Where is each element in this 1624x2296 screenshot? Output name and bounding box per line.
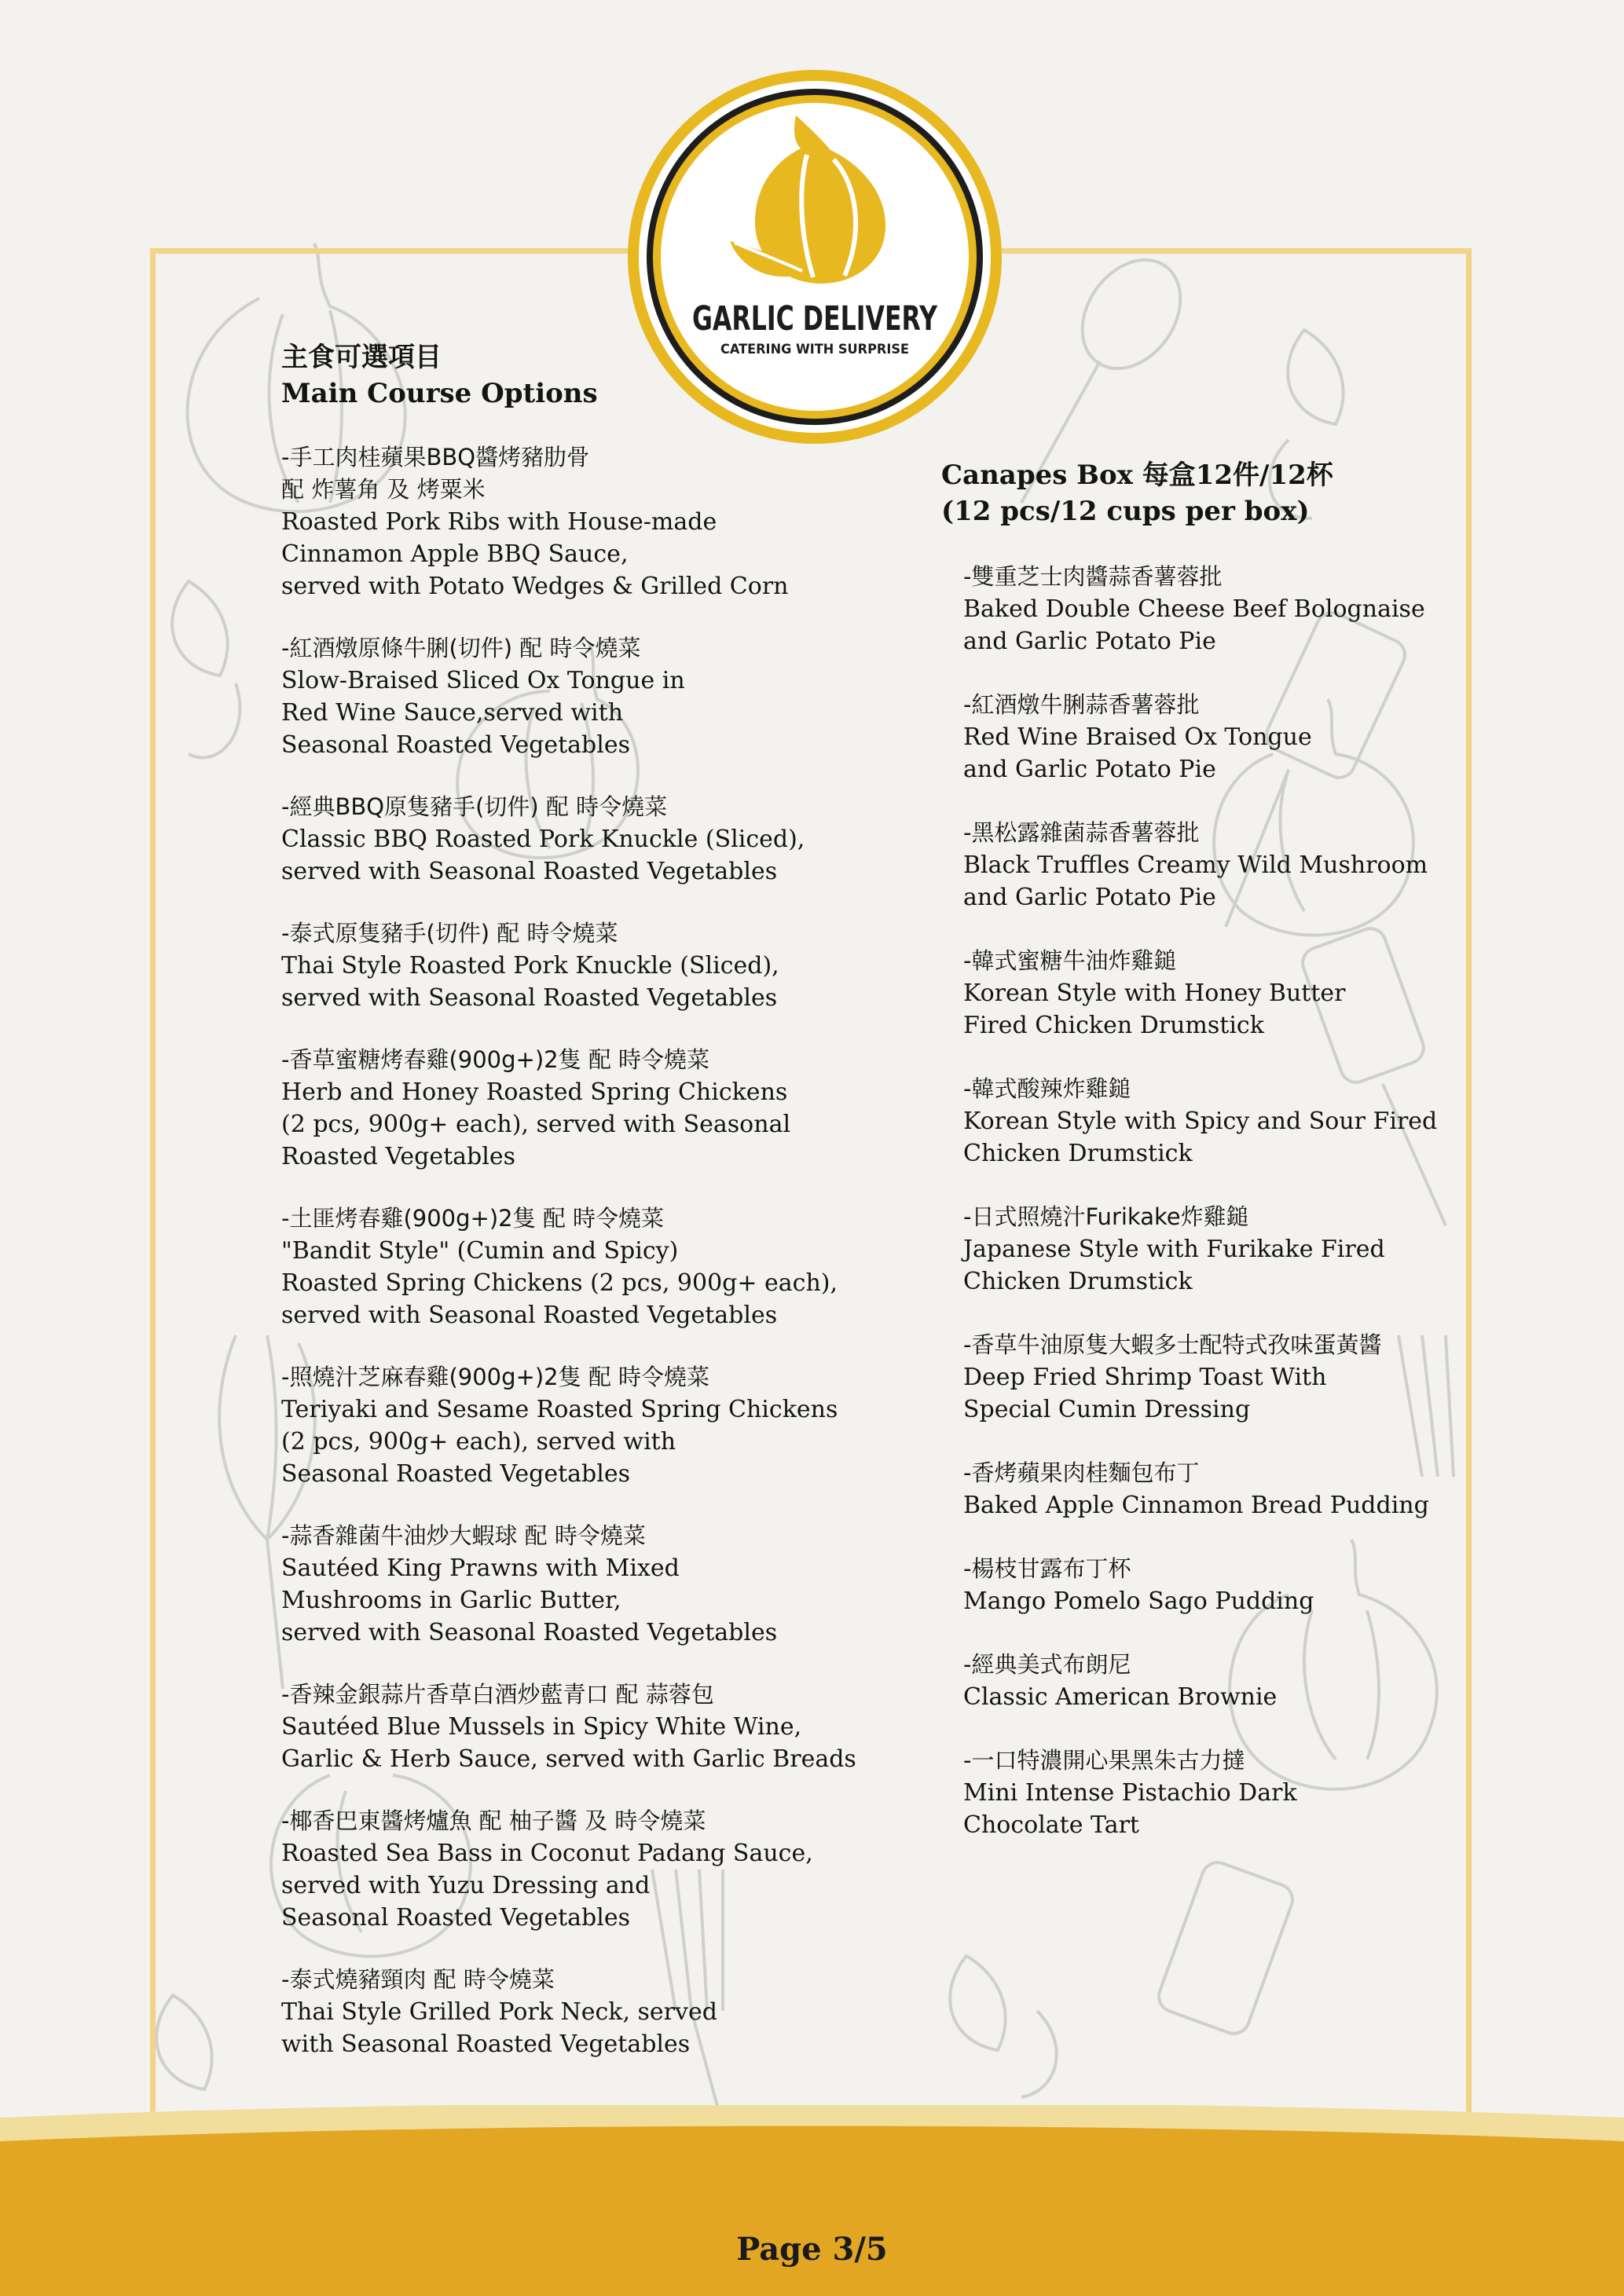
menu-item-description: served with Seasonal Roasted Vegetables xyxy=(281,1302,778,1329)
menu-item-description: Deep Fried Shrimp Toast With xyxy=(963,1364,1327,1391)
menu-item-description: Seasonal Roasted Vegetables xyxy=(281,731,630,759)
menu-item-description: served with Yuzu Dressing and xyxy=(281,1872,651,1899)
menu-item xyxy=(281,1805,910,1934)
menu-item xyxy=(281,1044,910,1173)
main-course-title-zh: 主食可選項目 xyxy=(281,342,442,373)
menu-item-description: Black Truffles Creamy Wild Mushroom xyxy=(963,851,1428,879)
menu-item-description: Red Wine Sauce,served with xyxy=(281,699,624,727)
logo-tagline-text: CATERING WITH SURPRISE xyxy=(720,342,909,357)
menu-item-description: Roasted Spring Chickens (2 pcs, 900g+ each), xyxy=(281,1269,838,1297)
menu-item-name-zh: -經典美式布朗尼 xyxy=(963,1651,1131,1678)
menu-item-description: Roasted Pork Ribs with House-made xyxy=(281,508,717,536)
menu-item xyxy=(941,1329,1444,1426)
menu-item-description: Fired Chicken Drumstick xyxy=(963,1012,1264,1039)
menu-item-description: Roasted Sea Bass in Coconut Padang Sauce, xyxy=(281,1840,813,1867)
menu-item xyxy=(941,945,1444,1042)
menu-item xyxy=(281,1520,910,1649)
canapes-section xyxy=(941,457,1444,1841)
menu-item-description: 配 炸薯角 及 烤粟米 xyxy=(281,476,486,503)
main-course-list xyxy=(281,441,910,2060)
menu-item-name-zh: -一口特濃開心果黑朱古力撻 xyxy=(963,1747,1245,1774)
menu-item-description: (2 pcs, 900g+ each), served with xyxy=(281,1428,676,1456)
menu-item-description: Sautéed Blue Mussels in Spicy White Wine, xyxy=(281,1713,802,1741)
menu-item-name-zh: -韓式蜜糖牛油炸雞鎚 xyxy=(963,947,1177,974)
menu-item-description: served with Seasonal Roasted Vegetables xyxy=(281,984,778,1012)
menu-item-description: Korean Style with Spicy and Sour Fired xyxy=(963,1108,1438,1135)
menu-item-name-zh: -紅酒燉原條牛脷(切件) 配 時令燒菜 xyxy=(281,635,641,661)
menu-item-description: served with Seasonal Roasted Vegetables xyxy=(281,1619,778,1646)
menu-item-name-zh: -香烤蘋果肉桂麵包布丁 xyxy=(963,1459,1200,1486)
menu-item xyxy=(941,561,1444,657)
menu-item-description: and Garlic Potato Pie xyxy=(963,628,1216,655)
menu-item xyxy=(281,1964,910,2060)
menu-item-description: and Garlic Potato Pie xyxy=(963,884,1216,911)
menu-item-name-zh: -雙重芝士肉醬蒜香薯蓉批 xyxy=(963,563,1223,590)
menu-item xyxy=(941,817,1444,914)
menu-item-description: with Seasonal Roasted Vegetables xyxy=(281,2031,691,2058)
menu-item-description: Roasted Vegetables xyxy=(281,1143,515,1170)
menu-item xyxy=(941,1745,1444,1841)
menu-item xyxy=(281,1679,910,1775)
menu-item-description: Seasonal Roasted Vegetables xyxy=(281,1460,630,1488)
menu-item-description: served with Seasonal Roasted Vegetables xyxy=(281,858,778,885)
page-number: Page 3/5 xyxy=(736,2231,888,2268)
menu-item-name-zh: -土匪烤春雞(900g+)2隻 配 時令燒菜 xyxy=(281,1205,665,1232)
menu-item xyxy=(281,1203,910,1331)
menu-item-name-zh: -泰式燒豬頸肉 配 時令燒菜 xyxy=(281,1966,555,1993)
menu-item-description: Chicken Drumstick xyxy=(963,1140,1193,1167)
menu-item-description: Mango Pomelo Sago Pudding xyxy=(963,1587,1314,1615)
menu-item-description: Thai Style Roasted Pork Knuckle (Sliced), xyxy=(281,952,779,980)
menu-item-name-zh: -泰式原隻豬手(切件) 配 時令燒菜 xyxy=(281,920,618,947)
menu-item-name-zh: -香草蜜糖烤春雞(900g+)2隻 配 時令燒菜 xyxy=(281,1046,710,1073)
logo-brand-text: GARLIC DELIVERY xyxy=(692,299,938,339)
menu-item-name-zh: -照燒汁芝麻春雞(900g+)2隻 配 時令燒菜 xyxy=(281,1364,710,1390)
menu-item-description: Japanese Style with Furikake Fired xyxy=(963,1236,1385,1263)
menu-item-description: Mini Intense Pistachio Dark xyxy=(963,1779,1297,1807)
menu-item-description: Red Wine Braised Ox Tongue xyxy=(963,723,1312,751)
canapes-subtitle: (12 pcs/12 cups per box) xyxy=(941,496,1310,527)
menu-item-description: Thai Style Grilled Pork Neck, served xyxy=(281,1998,717,2026)
menu-item-name-zh: -經典BBQ原隻豬手(切件) 配 時令燒菜 xyxy=(281,793,668,820)
menu-item-description: Slow-Braised Sliced Ox Tongue in xyxy=(281,667,685,694)
menu-item-name-zh: -蒜香雜菌牛油炒大蝦球 配 時令燒菜 xyxy=(281,1522,646,1549)
menu-item-description: Classic American Brownie xyxy=(963,1683,1278,1711)
menu-item-description: Korean Style with Honey Butter xyxy=(963,980,1346,1007)
menu-item-description: "Bandit Style" (Cumin and Spicy) xyxy=(281,1237,679,1265)
menu-item-description: Garlic & Herb Sauce, served with Garlic Breads xyxy=(281,1745,856,1773)
menu-item-description: Special Cumin Dressing xyxy=(963,1396,1251,1423)
menu-item-name-zh: -黑松露雜菌蒜香薯蓉批 xyxy=(963,819,1200,846)
menu-item-description: Baked Apple Cinnamon Bread Pudding xyxy=(963,1492,1429,1519)
menu-item xyxy=(941,1649,1444,1713)
menu-item-description: Chocolate Tart xyxy=(963,1811,1139,1839)
menu-item-name-zh: -手工肉桂蘋果BBQ醬烤豬肋骨 xyxy=(281,444,590,471)
menu-item-description: Chicken Drumstick xyxy=(963,1268,1193,1295)
menu-item-description: (2 pcs, 900g+ each), served with Seasonal xyxy=(281,1111,791,1138)
menu-item-name-zh: -韓式酸辣炸雞鎚 xyxy=(963,1075,1131,1102)
menu-item xyxy=(941,689,1444,785)
menu-item xyxy=(281,441,910,602)
menu-item xyxy=(941,1457,1444,1522)
menu-item-description: Teriyaki and Sesame Roasted Spring Chickens xyxy=(281,1396,838,1423)
menu-item xyxy=(281,917,910,1014)
menu-item xyxy=(281,1361,910,1490)
menu-item-name-zh: -紅酒燉牛脷蒜香薯蓉批 xyxy=(963,691,1200,718)
menu-item-description: Mushrooms in Garlic Butter, xyxy=(281,1587,621,1614)
canapes-title: Canapes Box 每盒12件/12杯 xyxy=(941,460,1333,491)
menu-item-description: Sautéed King Prawns with Mixed xyxy=(281,1554,680,1582)
main-course-section xyxy=(281,339,910,2060)
menu-item-name-zh: -楊枝甘露布丁杯 xyxy=(963,1555,1131,1582)
menu-item-name-zh: -椰香巴東醬烤爐魚 配 柚子醬 及 時令燒菜 xyxy=(281,1807,706,1834)
menu-item xyxy=(941,1201,1444,1298)
menu-item-description: served with Potato Wedges & Grilled Corn xyxy=(281,573,789,600)
menu-item-description: Classic BBQ Roasted Pork Knuckle (Sliced), xyxy=(281,826,805,853)
menu-item xyxy=(941,1073,1444,1170)
menu-item-name-zh: -香草牛油原隻大蝦多士配特式孜味蛋黃醬 xyxy=(963,1331,1382,1358)
menu-item-name-zh: -日式照燒汁Furikake炸雞鎚 xyxy=(963,1203,1249,1230)
canapes-list xyxy=(941,561,1444,1841)
menu-item xyxy=(281,791,910,888)
menu-item xyxy=(281,632,910,761)
menu-item-description: Baked Double Cheese Beef Bolognaise xyxy=(963,595,1425,623)
menu-item-description: and Garlic Potato Pie xyxy=(963,756,1216,783)
main-course-title-en: Main Course Options xyxy=(281,378,598,409)
menu-item-description: Cinnamon Apple BBQ Sauce, xyxy=(281,540,629,568)
menu-item xyxy=(941,1553,1444,1617)
menu-item-description: Seasonal Roasted Vegetables xyxy=(281,1904,630,1932)
menu-item-name-zh: -香辣金銀蒜片香草白酒炒藍青口 配 蒜蓉包 xyxy=(281,1681,714,1708)
menu-item-description: Herb and Honey Roasted Spring Chickens xyxy=(281,1078,788,1106)
